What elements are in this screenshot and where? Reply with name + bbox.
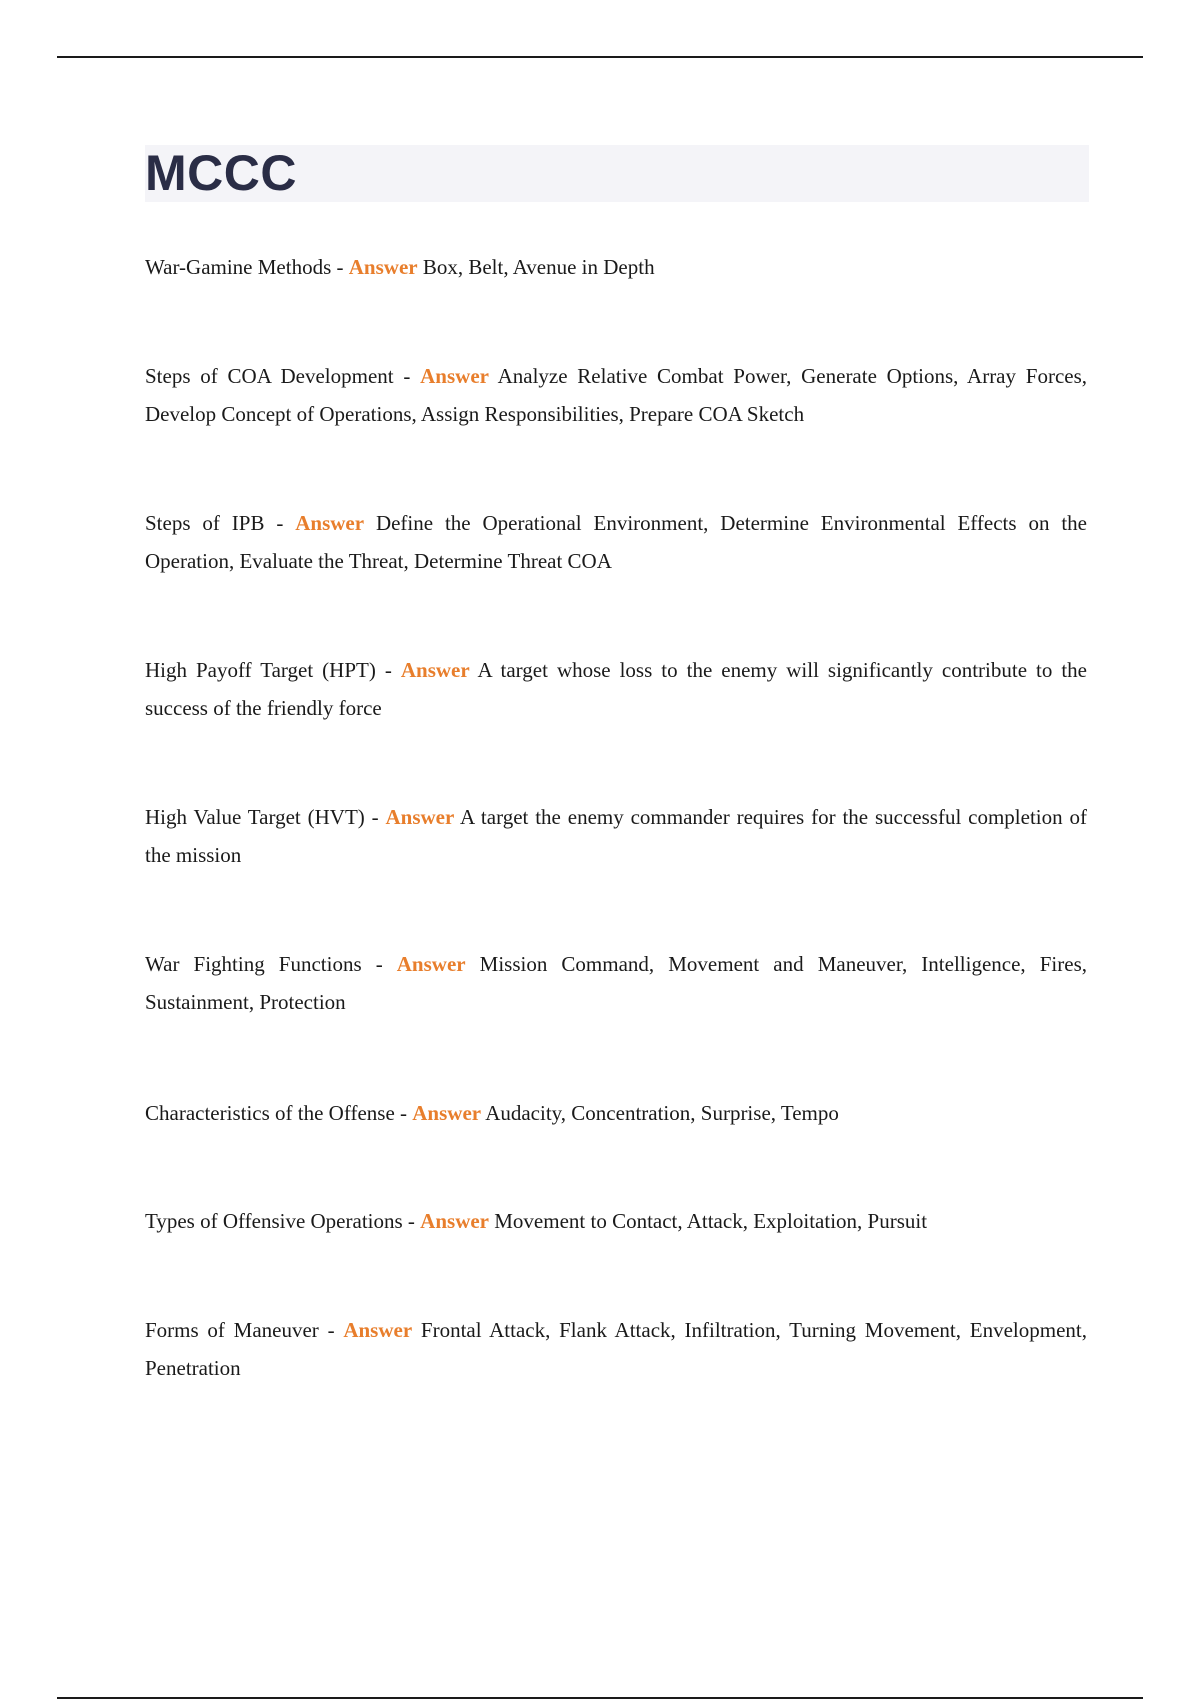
qa-item-hvt (145, 798, 1087, 874)
qa-question: Steps of COA Development (145, 364, 394, 388)
answer-label: Answer (420, 1209, 489, 1233)
qa-answer: Define the Operational Environment, Determine Environmental Effects on the Operation, Evaluate the Threat, Determine Threat COA (145, 511, 1087, 573)
qa-answer: Audacity, Concentration, Surprise, Tempo (485, 1101, 839, 1125)
qa-question: Forms of Maneuver (145, 1318, 319, 1342)
answer-label: Answer (348, 255, 418, 279)
qa-answer: Analyze Relative Combat Power, Generate Options, Array Forces, Develop Concept of Operations, Assign Responsibilities, Prepare COA Sketch (145, 364, 1088, 426)
qa-separator: - (264, 511, 296, 535)
qa-item-offensive-operations (145, 1202, 1087, 1240)
qa-answer: Movement to Contact, Attack, Exploitation, Pursuit (494, 1209, 928, 1233)
qa-question: High Value Target (HVT) (145, 805, 365, 829)
qa-item-coa-development (145, 357, 1087, 433)
qa-question: Steps of IPB (145, 511, 265, 535)
qa-answer: Mission Command, Movement and Maneuver, Intelligence, Fires, Sustainment, Protection (145, 952, 1087, 1014)
answer-label: Answer (412, 1101, 482, 1125)
qa-separator: - (331, 255, 349, 279)
qa-item-war-gaming-methods (145, 248, 1087, 286)
answer-label: Answer (396, 952, 466, 976)
qa-separator: - (402, 1209, 421, 1233)
answer-label: Answer (420, 364, 489, 388)
qa-question: Characteristics of the Offense (145, 1101, 395, 1125)
qa-item-ipb (145, 504, 1087, 580)
qa-item-war-fighting-functions (145, 945, 1087, 1021)
qa-separator: - (318, 1318, 344, 1342)
top-rule (57, 56, 1143, 58)
qa-item-hpt (145, 651, 1087, 727)
bottom-rule (57, 1697, 1143, 1699)
qa-answer: A target whose loss to the enemy will significantly contribute to the success of the friendly force (145, 658, 1088, 720)
document-title: MCCC (145, 145, 297, 201)
qa-question: War-Gamine Methods (145, 255, 332, 279)
answer-label: Answer (400, 658, 470, 682)
answer-label: Answer (343, 1318, 413, 1342)
qa-separator: - (375, 658, 401, 682)
qa-separator: - (394, 1101, 413, 1125)
qa-item-offense-characteristics (145, 1094, 1087, 1132)
qa-answer: A target the enemy commander requires for the successful completion of the mission (145, 805, 1087, 867)
qa-separator: - (361, 952, 397, 976)
answer-label: Answer (385, 805, 455, 829)
qa-question: War Fighting Functions (145, 952, 362, 976)
qa-question: High Payoff Target (HPT) (145, 658, 376, 682)
qa-answer: Frontal Attack, Flank Attack, Infiltration, Turning Movement, Envelopment, Penetration (145, 1318, 1087, 1380)
qa-answer: Box, Belt, Avenue in Depth (422, 255, 655, 279)
qa-item-forms-of-maneuver (145, 1311, 1087, 1387)
qa-separator: - (364, 805, 386, 829)
qa-separator: - (393, 364, 421, 388)
answer-label: Answer (295, 511, 365, 535)
qa-question: Types of Offensive Operations (145, 1209, 403, 1233)
